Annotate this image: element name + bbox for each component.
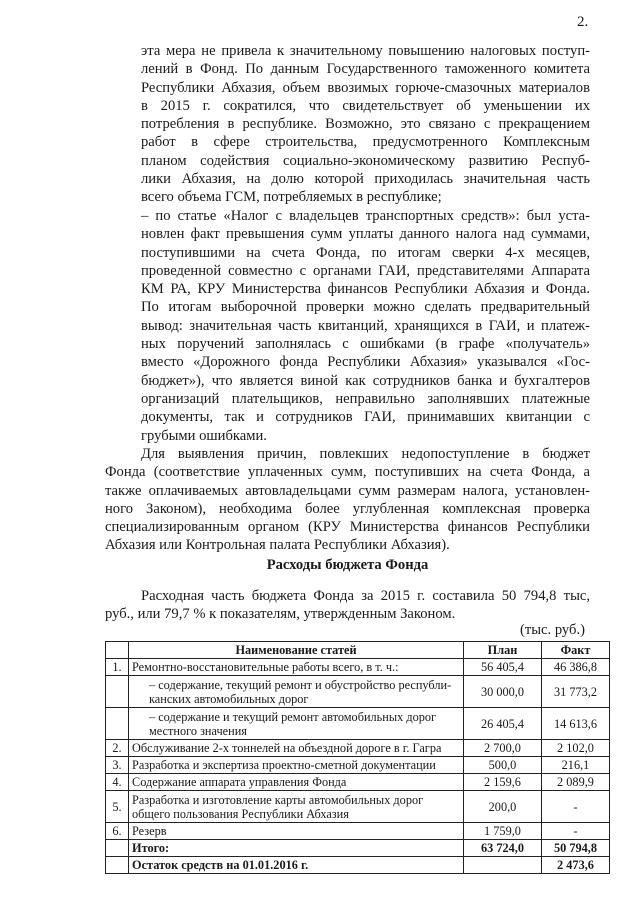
- row-num: 4.: [106, 774, 129, 791]
- row-plan: 500,0: [464, 757, 542, 774]
- row-name: Разработка и изготовление карты автомобильных дорог общего пользования Республики Абхазия: [129, 791, 464, 823]
- row-name: Резерв: [129, 823, 464, 840]
- row-fact: 2 102,0: [542, 740, 610, 757]
- row-plan: 2 159,6: [464, 774, 542, 791]
- table-balance-row: [106, 857, 610, 874]
- row-name: Ремонтно-восстановительные работы всего, в т. ч.:: [129, 659, 464, 676]
- paragraph-fuel-import: [141, 42, 590, 207]
- table-row: [106, 823, 610, 840]
- text-line: новлен факт превышения сумм уплаты данного налога над суммами,: [141, 226, 590, 243]
- row-num: [106, 676, 129, 708]
- text-line: поступившими на счета Фонда, по итогам сверки 4-х месяцев,: [141, 244, 590, 261]
- table-units-label: (тыс. руб.): [520, 622, 585, 638]
- text-line: Абхазия или Контрольная палата Республики Абхазия).: [105, 537, 450, 554]
- row-plan: 63 724,0: [464, 840, 542, 857]
- table-row: [106, 791, 610, 823]
- row-fact: 216,1: [542, 757, 610, 774]
- paragraph-expenses-summary: [105, 587, 590, 624]
- row-plan: 26 405,4: [464, 708, 542, 740]
- text-line: бюджет»), что является виной как сотрудников банка и бухгалтеров: [141, 372, 590, 389]
- row-fact: 2 473,6: [542, 857, 610, 874]
- text-line: лики Абхазия, на долю которой приходилась значительная часть: [141, 171, 590, 188]
- text-line: потребления в республике. Возможно, это связано с прекращением: [141, 116, 590, 133]
- row-fact: 2 089,9: [542, 774, 610, 791]
- row-name: Разработка и экспертиза проектно-сметной документации: [129, 757, 464, 774]
- row-name: – содержание и текущий ремонт автомобильных дорог местного значения: [129, 708, 464, 740]
- text-line: Республики Абхазия, объем ввозимых горюче-смазочных материалов: [141, 79, 590, 96]
- row-num: [106, 840, 129, 857]
- text-line: вместо «Дорожного фонда Республики Абхазия» указывался «Гос-: [141, 354, 590, 371]
- row-plan: 200,0: [464, 791, 542, 823]
- header-fact: Факт: [542, 642, 610, 659]
- text-line: вывод: значительная часть квитанций, хранящихся в ГАИ, и платеж-: [141, 317, 590, 334]
- text-line: лений в Фонд. По данным Государственного таможенного комитета: [141, 61, 590, 78]
- row-num: 5.: [106, 791, 129, 823]
- row-fact: -: [542, 823, 610, 840]
- row-num: 1.: [106, 659, 129, 676]
- row-name: Обслуживание 2-х тоннелей на объездной дороге в г. Гагра: [129, 740, 464, 757]
- row-num: 6.: [106, 823, 129, 840]
- header-num: [106, 642, 129, 659]
- paragraph-vehicle-tax: [141, 207, 590, 445]
- text-line: организаций плательщиков, неправильно заполнявших платежные: [141, 390, 590, 407]
- row-fact: 46 386,8: [542, 659, 610, 676]
- text-line: специализированным органом (КРУ Министерства финансов Республики: [105, 519, 590, 536]
- table-row: [106, 740, 610, 757]
- text-line: КМ РА, КРУ Министерства финансов Республики Абхазия и Фонда.: [141, 281, 590, 298]
- row-plan: [464, 857, 542, 874]
- text-line: грубыми ошибками.: [141, 427, 267, 444]
- text-line: ного Законом), необходима более углубленная комплексная проверка: [105, 500, 590, 517]
- row-num: 3.: [106, 757, 129, 774]
- table-row: [106, 659, 610, 676]
- header-plan: План: [464, 642, 542, 659]
- budget-expenses-table: [105, 641, 610, 874]
- section-heading: Расходы бюджета Фонда: [266, 557, 429, 573]
- text-line: эта мера не привела к значительному повышению налоговых поступ-: [141, 43, 590, 59]
- row-name: – содержание, текущий ремонт и обустройство республи-канских автомобильных дорог: [129, 676, 464, 708]
- row-name: Содержание аппарата управления Фонда: [129, 774, 464, 791]
- paragraph-audit-recommendation: [105, 445, 590, 555]
- row-num: [106, 708, 129, 740]
- text-line: также оплачиваемых автовладельцами сумм размерам налога, установлен-: [105, 482, 590, 499]
- text-line: работ в сфере строительства, предусмотренного Комплексным: [141, 134, 590, 151]
- text-line: всего объема ГСМ, потребляемых в республике;: [141, 189, 442, 206]
- text-line: документы, так и сотрудников ГАИ, принимавших квитанции с: [141, 409, 590, 426]
- row-fact: 50 794,8: [542, 840, 610, 857]
- text-line: руб., или 79,7 % к показателям, утвержденным Законом.: [105, 606, 456, 623]
- text-line: Фонда (соответствие уплаченных сумм, поступивших на счета Фонда, а: [105, 464, 590, 481]
- row-fact: 14 613,6: [542, 708, 610, 740]
- row-plan: 56 405,4: [464, 659, 542, 676]
- text-line: Расходная часть бюджета Фонда за 2015 г. составила 50 794,8 тыс,: [141, 588, 590, 604]
- row-plan: 1 759,0: [464, 823, 542, 840]
- table-row: [106, 708, 610, 740]
- row-name: Итого:: [129, 840, 464, 857]
- row-num: [106, 857, 129, 874]
- table-row: [106, 774, 610, 791]
- text-line: проведенной совместно с органами ГАИ, представителями Аппарата: [141, 262, 590, 279]
- table-row: [106, 676, 610, 708]
- row-name: Остаток средств на 01.01.2016 г.: [129, 857, 464, 874]
- text-line: в 2015 г. сократился, что свидетельствует об уменьшении их: [141, 97, 590, 114]
- text-line: По итогам выборочной проверки можно сделать предварительный: [141, 299, 590, 316]
- table-row: [106, 757, 610, 774]
- text-line: Для выявления причин, повлекших недопоступление в бюджет: [141, 446, 590, 462]
- row-fact: 31 773,2: [542, 676, 610, 708]
- text-line: – по статье «Налог с владельцев транспортных средств»: был уста-: [141, 208, 590, 224]
- page-number: 2.: [577, 14, 589, 30]
- row-fact: -: [542, 791, 610, 823]
- header-name: Наименование статей: [129, 642, 464, 659]
- row-num: 2.: [106, 740, 129, 757]
- table-header-row: [106, 642, 610, 659]
- table-total-row: [106, 840, 610, 857]
- text-line: планом содействия социально-экономическому развитию Респуб-: [141, 152, 590, 169]
- row-plan: 2 700,0: [464, 740, 542, 757]
- row-plan: 30 000,0: [464, 676, 542, 708]
- text-line: ных поручений заполнялась с ошибками (в графе «получатель»: [141, 336, 590, 353]
